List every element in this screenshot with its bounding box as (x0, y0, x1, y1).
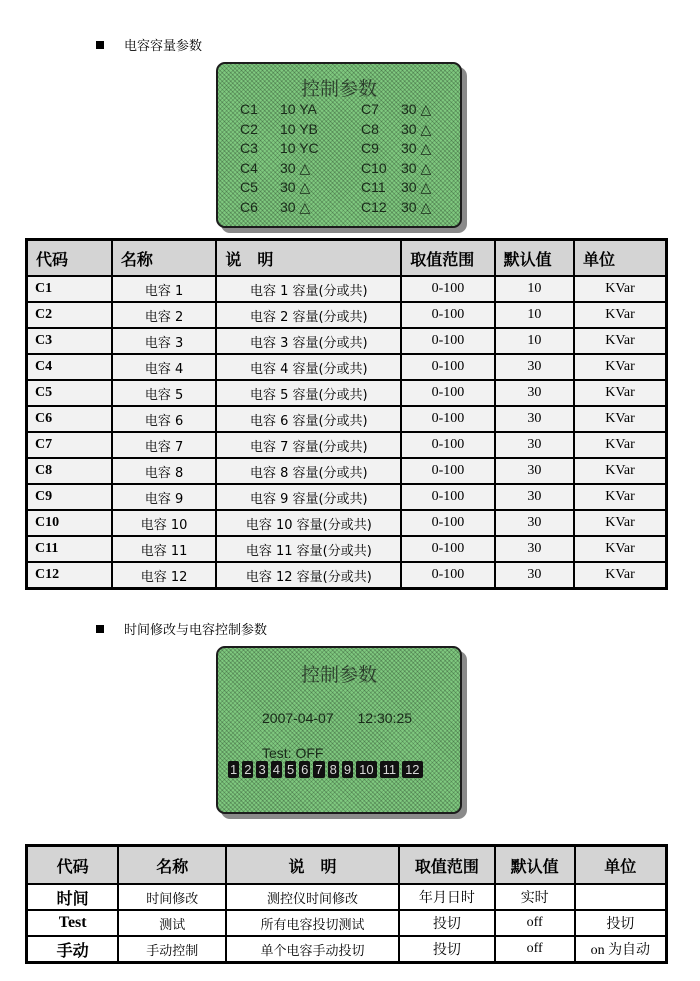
column-header: 默认值 (495, 846, 575, 885)
table-cell: C9 (27, 484, 112, 510)
table-cell: KVar (574, 276, 666, 302)
column-header: 说 明 (216, 240, 401, 277)
table-cell: KVar (574, 406, 666, 432)
lcd-value: 30 △ (401, 101, 432, 117)
column-header: 名称 (118, 846, 226, 885)
table-row (27, 910, 667, 936)
lcd-row (361, 121, 431, 138)
table-cell: 电容 7 (112, 432, 216, 458)
lcd-row (240, 121, 318, 137)
table-row (27, 884, 667, 910)
lcd-datetime (262, 710, 412, 726)
lcd-value: 10 YA (280, 101, 317, 117)
table-cell: C4 (27, 354, 112, 380)
lcd-code: C2 (240, 120, 258, 137)
table-cell: 手动 (27, 936, 119, 963)
lcd-capacitor-keys (228, 761, 423, 778)
lcd-value: 30 △ (401, 159, 432, 176)
lcd-key: 9 (343, 762, 352, 777)
table-cell: 0-100 (401, 432, 494, 458)
table-cell: C12 (27, 562, 112, 589)
section-heading-capacity (96, 35, 202, 54)
table-cell: 电容 5 容量(分或共) (216, 380, 401, 406)
table-cell: 0-100 (401, 302, 494, 328)
section-heading-text: 时间修改与电容控制参数 (124, 623, 268, 638)
table-row (27, 432, 667, 458)
lcd-screen-time (216, 646, 462, 814)
table-row (27, 276, 667, 302)
table-cell: 电容 8 (112, 458, 216, 484)
lcd-title: 控制参数 (300, 78, 377, 100)
table-cell: 电容 12 (112, 562, 216, 589)
lcd-value: 10 YC (280, 140, 319, 156)
table-cell: 实时 (495, 884, 575, 910)
column-header: 取值范围 (401, 240, 494, 277)
lcd-row (240, 199, 310, 216)
table-row (27, 354, 667, 380)
lcd-row (240, 140, 319, 156)
table-cell: 投切 (399, 910, 495, 936)
lcd-row (240, 179, 310, 196)
table-cell: 30 (495, 536, 574, 562)
table-cell: 0-100 (401, 484, 494, 510)
table-cell: 30 (495, 562, 574, 589)
table-cell: 测控仪时间修改 (226, 884, 399, 910)
table-cell: 电容 4 容量(分或共) (216, 354, 401, 380)
column-header: 单位 (575, 846, 667, 885)
table-row (27, 302, 667, 328)
lcd-code: C8 (361, 120, 379, 137)
lcd-value: 10 YB (280, 120, 318, 137)
lcd-key: 8 (329, 762, 337, 777)
lcd-key: 11 (380, 761, 400, 778)
lcd-key: 6 (301, 762, 309, 777)
table-cell: 电容 12 容量(分或共) (216, 562, 401, 589)
table-cell: C10 (27, 510, 112, 536)
lcd-code: C5 (240, 179, 258, 195)
table-cell: 电容 5 (112, 380, 216, 406)
table-cell (575, 884, 667, 910)
table-row (27, 536, 667, 562)
table-cell: C1 (27, 276, 112, 302)
table-cell: 30 (495, 458, 574, 484)
table-cell: 电容 6 (112, 406, 216, 432)
lcd-key: 2 (244, 762, 252, 777)
table-cell: 30 (495, 510, 574, 536)
table-cell: 电容 3 容量(分或共) (216, 328, 401, 354)
lcd-title: 控制参数 (300, 664, 377, 686)
lcd-value: 30 △ (401, 198, 432, 215)
table-cell: 电容 1 (112, 276, 216, 302)
table-cell: 所有电容投切测试 (226, 910, 399, 936)
column-header: 代码 (27, 846, 119, 885)
table-cell: 时间 (27, 884, 119, 910)
lcd-value: 30 △ (401, 140, 432, 156)
lcd-date: 2007-04-07 (262, 710, 334, 726)
lcd-code: C10 (361, 159, 387, 176)
lcd-code: C1 (240, 101, 258, 117)
table-row (27, 380, 667, 406)
table-row (27, 406, 667, 432)
lcd-row (361, 199, 431, 216)
lcd-value: 30 △ (280, 198, 311, 215)
table-cell: 0-100 (401, 354, 494, 380)
table-cell: 30 (495, 432, 574, 458)
table-cell: 单个电容手动投切 (226, 936, 399, 963)
table-cell: off (495, 910, 575, 936)
bullet-icon (96, 41, 104, 49)
table-cell: 0-100 (401, 276, 494, 302)
table-cell: 0-100 (401, 510, 494, 536)
table-cell: 电容 4 (112, 354, 216, 380)
section-heading-time-control (96, 619, 267, 638)
table-row (27, 328, 667, 354)
lcd-row (361, 160, 431, 177)
lcd-row (240, 101, 317, 117)
table-cell: 0-100 (401, 458, 494, 484)
lcd-key: 1 (230, 762, 238, 777)
table-cell: 电容 1 容量(分或共) (216, 276, 401, 302)
table-cell: KVar (574, 432, 666, 458)
column-header: 代码 (27, 240, 112, 277)
table-cell: 30 (495, 354, 574, 380)
table-cell: 0-100 (401, 406, 494, 432)
lcd-key: 4 (272, 762, 280, 777)
lcd-code: C9 (361, 140, 379, 156)
table-cell: Test (27, 910, 119, 936)
table-row (27, 484, 667, 510)
table-cell: KVar (574, 380, 666, 406)
table-cell: C2 (27, 302, 112, 328)
table-cell: 年月日时 (399, 884, 495, 910)
lcd-code: C4 (240, 159, 258, 176)
table-cell: 30 (495, 484, 574, 510)
lcd-key: 12 (402, 761, 422, 778)
table-cell: KVar (574, 354, 666, 380)
column-header: 名称 (112, 240, 216, 277)
table-cell: 手动控制 (118, 936, 226, 963)
table-cell: 电容 11 容量(分或共) (216, 536, 401, 562)
table-header-row (27, 846, 667, 885)
lcd-row (240, 160, 310, 177)
table-cell: C3 (27, 328, 112, 354)
table-cell: 30 (495, 406, 574, 432)
table-cell: 投切 (575, 910, 667, 936)
table-cell: 投切 (399, 936, 495, 963)
lcd-code: C3 (240, 140, 258, 156)
lcd-code: C7 (361, 101, 379, 117)
lcd-test-status: Test: OFF (262, 745, 324, 761)
lcd-value: 30 △ (280, 159, 311, 176)
table-cell: 0-100 (401, 380, 494, 406)
table-cell: 电容 10 容量(分或共) (216, 510, 401, 536)
section-heading-text: 电容容量参数 (124, 39, 203, 54)
table-cell: 0-100 (401, 562, 494, 589)
table-row (27, 562, 667, 589)
lcd-time: 12:30:25 (357, 710, 413, 726)
lcd-screen-capacity (216, 62, 462, 228)
lcd-key: 5 (286, 762, 295, 777)
table-header-row (27, 240, 667, 277)
lcd-code: C11 (361, 179, 386, 195)
table-row (27, 510, 667, 536)
table-cell: 电容 8 容量(分或共) (216, 458, 401, 484)
column-header: 取值范围 (399, 846, 495, 885)
table-cell: KVar (574, 536, 666, 562)
table-row (27, 936, 667, 963)
table-cell: 10 (495, 302, 574, 328)
table-cell: KVar (574, 302, 666, 328)
lcd-code: C6 (240, 198, 258, 215)
table-cell: off (495, 936, 575, 963)
lcd-key: 10 (356, 761, 376, 778)
table-cell: C7 (27, 432, 112, 458)
table-cell: 电容 7 容量(分或共) (216, 432, 401, 458)
table-cell: 电容 2 容量(分或共) (216, 302, 401, 328)
table-cell: KVar (574, 484, 666, 510)
lcd-key: 7 (315, 762, 323, 777)
lcd-value: 30 △ (401, 179, 432, 195)
lcd-value: 30 △ (280, 179, 311, 195)
bullet-icon (96, 625, 104, 633)
table-cell: KVar (574, 458, 666, 484)
table-cell: C11 (27, 536, 112, 562)
lcd-row (361, 140, 431, 157)
table-cell: 0-100 (401, 328, 494, 354)
table-cell: 30 (495, 380, 574, 406)
table-row (27, 458, 667, 484)
time-control-parameter-table (25, 844, 668, 964)
table-cell: 电容 2 (112, 302, 216, 328)
table-cell: KVar (574, 328, 666, 354)
lcd-row (361, 179, 431, 196)
table-cell: 时间修改 (118, 884, 226, 910)
lcd-value: 30 △ (401, 120, 432, 137)
column-header: 默认值 (495, 240, 574, 277)
table-cell: on 为自动 (575, 936, 667, 963)
capacity-parameter-table (25, 238, 668, 590)
column-header: 单位 (574, 240, 666, 277)
lcd-row (361, 101, 431, 118)
table-cell: KVar (574, 510, 666, 536)
table-cell: 10 (495, 328, 574, 354)
table-cell: KVar (574, 562, 666, 589)
table-cell: 电容 6 容量(分或共) (216, 406, 401, 432)
table-cell: 电容 10 (112, 510, 216, 536)
lcd-key: 3 (258, 762, 266, 777)
table-cell: C8 (27, 458, 112, 484)
table-cell: C5 (27, 380, 112, 406)
table-cell: 电容 9 (112, 484, 216, 510)
table-cell: 0-100 (401, 536, 494, 562)
table-cell: 10 (495, 276, 574, 302)
column-header: 说 明 (226, 846, 399, 885)
table-cell: 电容 11 (112, 536, 216, 562)
table-cell: 测试 (118, 910, 226, 936)
lcd-code: C12 (361, 198, 387, 215)
table-cell: 电容 9 容量(分或共) (216, 484, 401, 510)
table-cell: 电容 3 (112, 328, 216, 354)
table-cell: C6 (27, 406, 112, 432)
